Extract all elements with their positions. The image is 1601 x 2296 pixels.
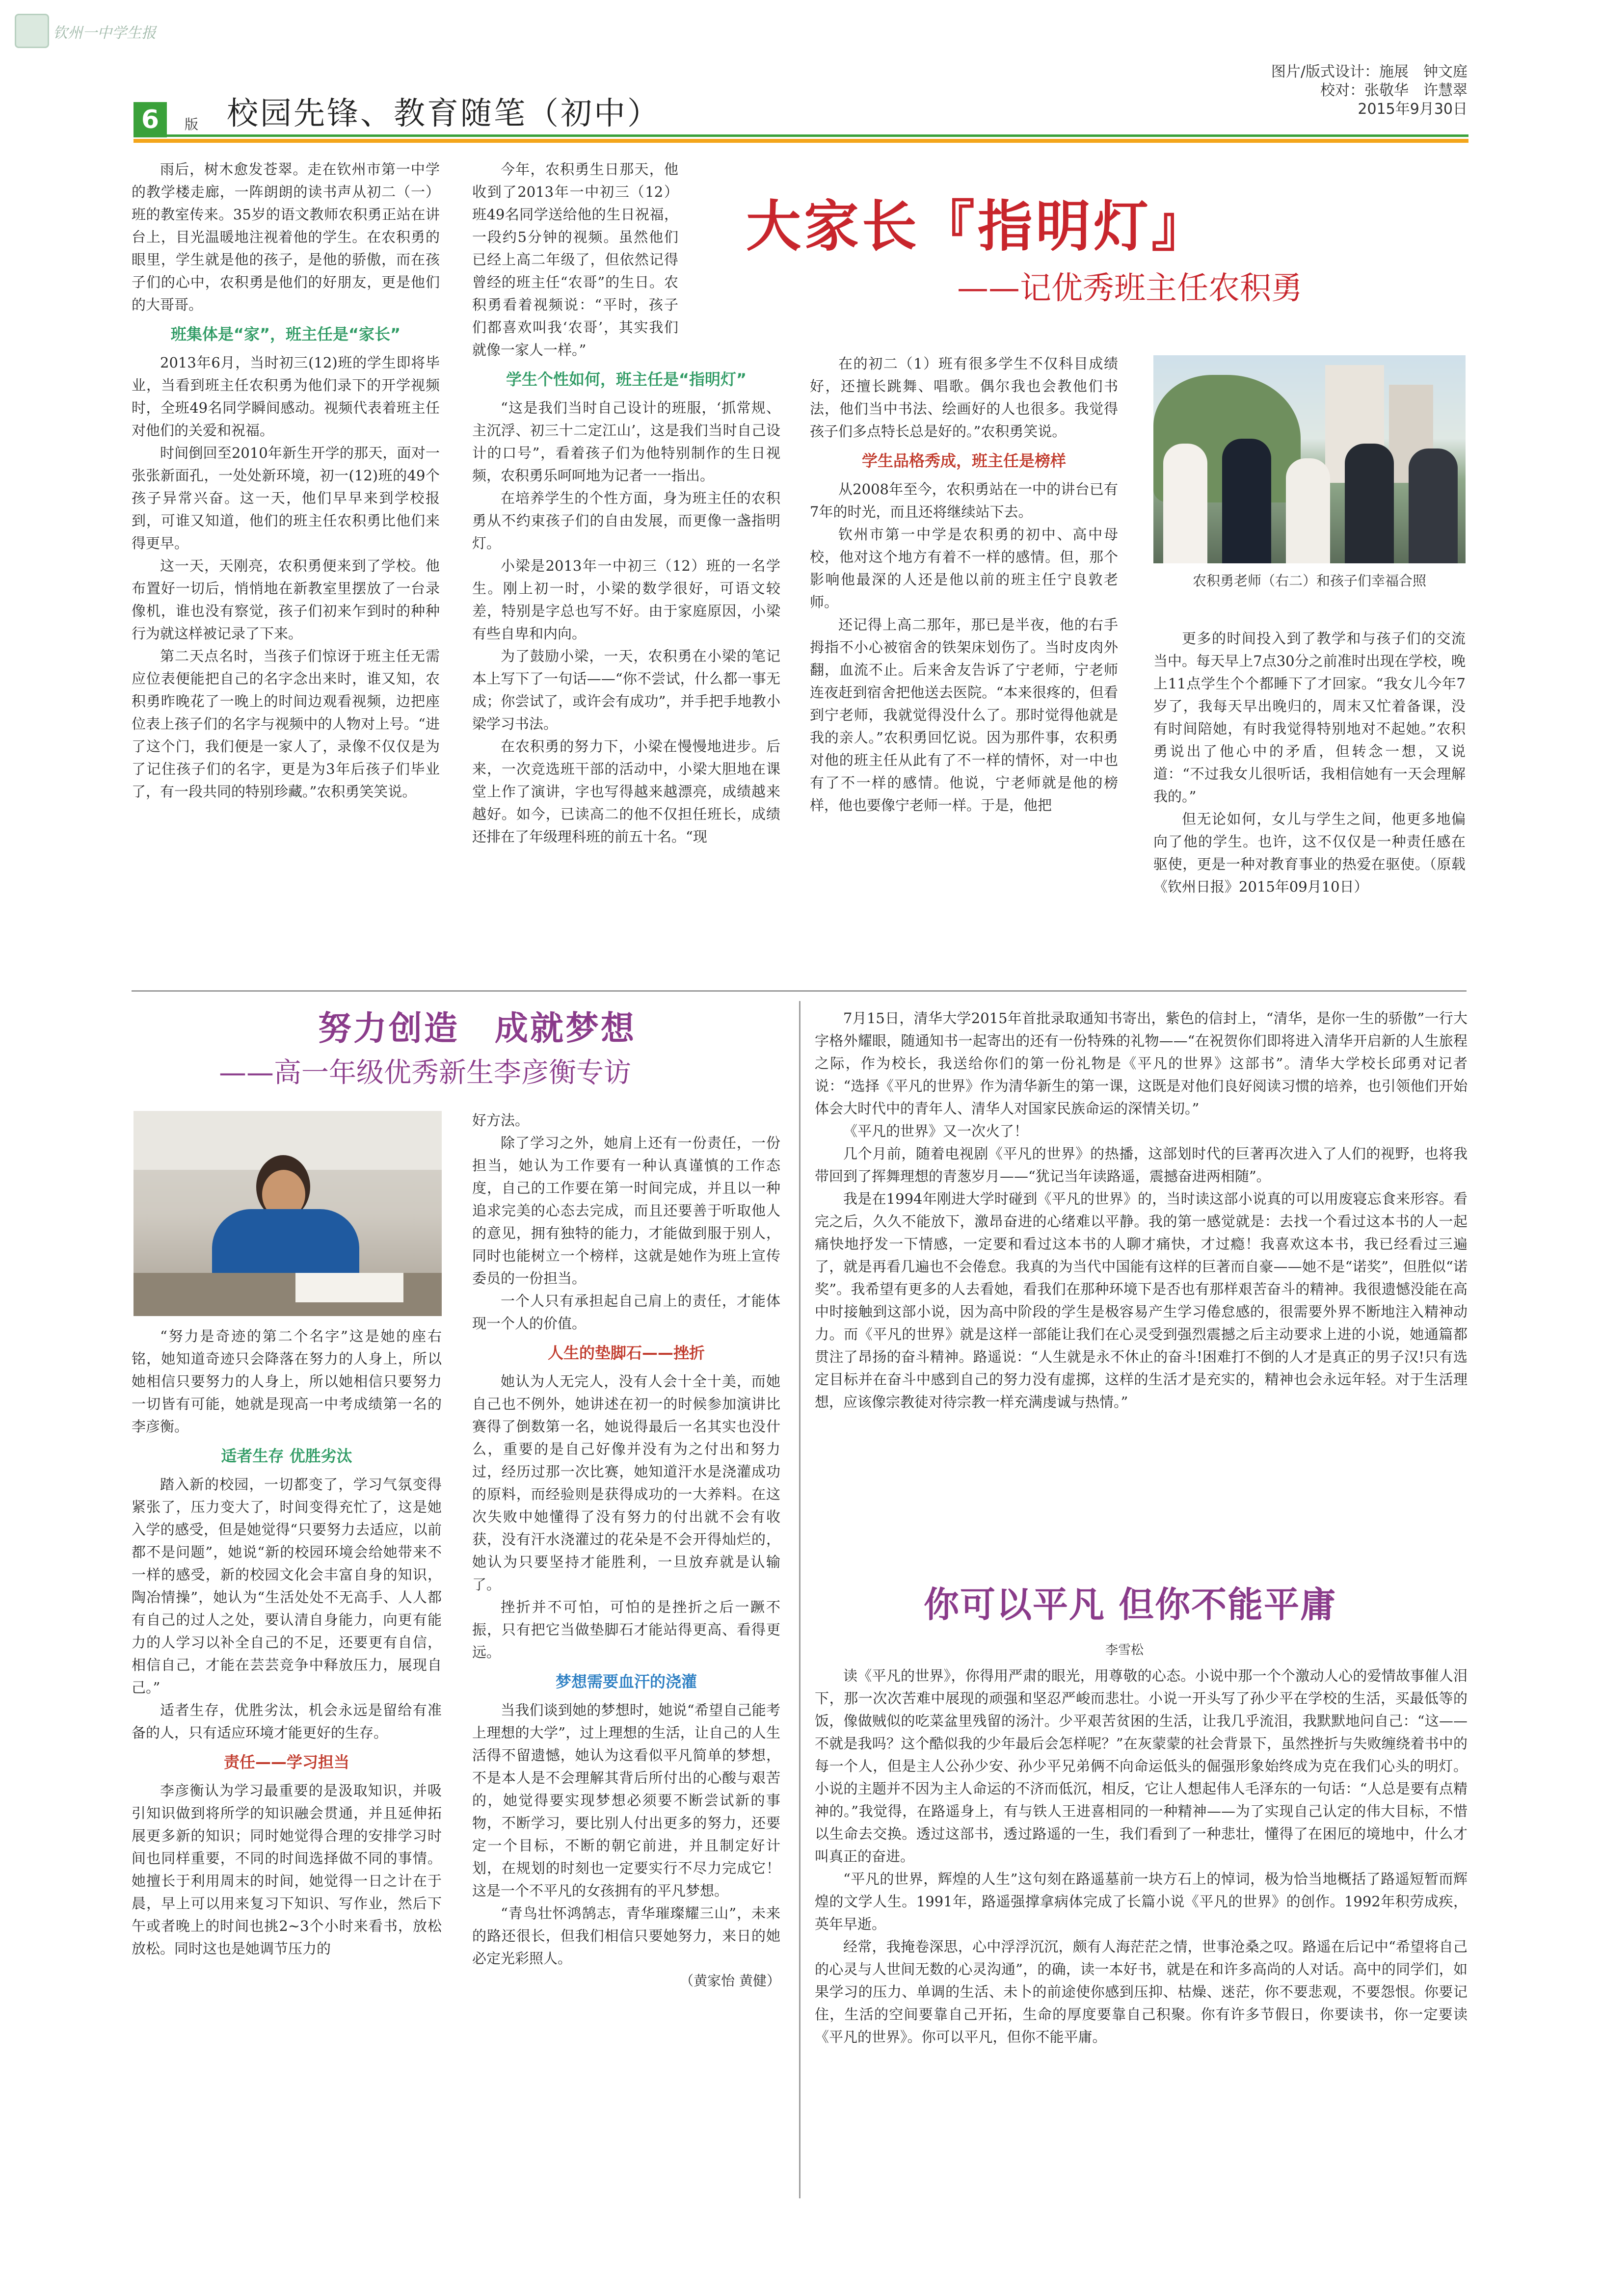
paragraph: 几个月前，随着电视剧《平凡的世界》的热播，这部划时代的巨著再次进入了人们的视野，也将我带回到了挥舞理想的青葱岁月——“犹记当年读路遥，震撼奋进两相随”。: [815, 1145, 1468, 1185]
paragraph: 李彦衡认为学习最重要的是汲取知识，并吸引知识做到将所学的知识融会贯通，并且延伸拓展更多新的知识；同时她觉得合理的安排学习时间也同样重要，不同的时间选择做不同的事情。她擅长于利用周末的时间，她觉得一日之计在于晨，早上可以用来复习下知识、写作业，然后下午或者晚上的时间也挑2~3个小时来看书，放松放松。同时这也是她调节压力的: [132, 1782, 442, 1957]
horizontal-divider: [132, 990, 1467, 992]
page-label: 版: [185, 116, 199, 132]
paragraph: 时间倒回至2010年新生开学的那天，面对一张张新面孔，一处处新环境，初一(12)班的49个孩子异常兴奋。这一天，他们早早来到学校报到，可谁又知道，他们的班主任农积勇比他们来得更早。: [132, 445, 440, 552]
article2-column-2: [472, 1109, 780, 1992]
credits-design: 图片/版式设计：施展 钟文庭: [1271, 63, 1468, 80]
article2-column-1: [132, 1325, 442, 1960]
paragraph: 雨后，树木愈发苍翠。走在钦州市第一中学的教学楼走廊，一阵朗朗的读书声从初二（一）班的教室传来。35岁的语文教师农积勇正站在讲台上，目光温暖地注视着他的学生。在农积勇的眼里，学生就是他的孩子，是他的骄傲，而在孩子们的心中，农积勇是他们的好朋友，更是他们的大哥哥。: [132, 161, 440, 313]
paragraph: 钦州市第一中学是农积勇的初中、高中母校，他对这个地方有着不一样的感情。但，那个影响他最深的人还是他以前的班主任宁良敦老师。: [810, 526, 1118, 610]
paragraph: 在的初二（1）班有很多学生不仅科目成绩好，还擅长跳舞、唱歌。偶尔我也会教他们书法，他们当中书法、绘画好的人也很多。我觉得孩子们多点特长总是好的。”农积勇笑说。: [810, 355, 1118, 440]
section-title: 校园先锋、教育随笔（初中）: [227, 96, 661, 132]
page-number-badge: [133, 102, 167, 137]
article2-subtitle: ——高一年级优秀新生李彦衡专访: [219, 1057, 631, 1089]
paragraph: 读《平凡的世界》，你得用严肃的眼光，用尊敬的心态。小说中那一个个激动人心的爱情故事催人泪下，那一次次苦难中展现的顽强和坚忍严峻而悲壮。小说一开头写了孙少平在学校的生活，买最低等的饭，像做贼似的吃菜盆里残留的汤汁。少平艰苦贫困的生活，让我几乎流泪，我默默地问自己：“这——不就是我吗？这个酷似我的少年最后会怎样呢？”在灰蒙蒙的社会背景下，虽然挫折与失败缠绕着书中的每一个人，但是主人公孙少安、孙少平兄弟俩不向命运低头的倔强形象始终成为克在我们心头的明灯。小说的主题并不因为主人命运的不济而低沉，相反，它让人想起伟人毛泽东的一句话：“人总是要有点精神的。”我觉得，在路遥身上，有与铁人王进喜相同的一种精神——为了实现自己认定的伟大目标，不惜以生命去交换。透过这部书，透过路遥的一生，我们看到了一种悲壮，懂得了在困厄的境地中，什么才叫真正的奋进。: [815, 1667, 1468, 1865]
article1-subtitle: ——记优秀班主任农积勇: [957, 270, 1303, 307]
paragraph: 这一天，天刚亮，农积勇便来到了学校。他布置好一切后，悄悄地在新教室里摆放了一台录像机，谁也没有察觉，孩子们初来乍到时的种种行为就这样被记录了下来。: [132, 557, 440, 642]
paragraph: “这是我们当时自己设计的班服，‘抓常规、主沉浮、初三十二定江山’，这是我们当时自己设计的口号”，看着孩子们为他特别制作的生日视频，农积勇乐呵呵地为记者一一指出。: [472, 399, 780, 484]
paragraph: 一个人只有承担起自己肩上的责任，才能体现一个人的价值。: [472, 1293, 780, 1332]
credits-proof: 校对：张敬华 许慧翠: [1320, 82, 1468, 99]
subheading: 梦想需要血汗的浇灌: [555, 1672, 697, 1691]
subheading: 学生品格秀成，班主任是榜样: [861, 451, 1066, 470]
paragraph: 经常，我掩卷深思，心中浮浮沉沉，颇有人海茫茫之情，世事沧桑之叹。路遥在后记中“希望将自己的心灵与人世间无数的心灵沟通”，的确，读一本好书，就是在和许多高尚的人对话。高中的同学们，如果学习的压力、单调的生活、未卜的前途使你感到压抑、枯燥、迷茫，你不要悲观，不要怨恨。你要记住，生活的空间要靠自己开拓，生命的厚度要靠自己积聚。你有许多节假日，你要读书，你一定要读《平凡的世界》。你可以平凡，但你不能平庸。: [815, 1938, 1468, 2045]
article1-photo: [1153, 355, 1466, 563]
logo: [15, 14, 191, 48]
credits: [1173, 63, 1468, 119]
paragraph: 适者生存，优胜劣汰，机会永远是留给有准备的人，只有适应环境才能更好的生存。: [132, 1702, 442, 1741]
article3-body: [815, 1007, 1468, 1413]
logo-mark-icon: [15, 14, 49, 48]
article2-byline: （黄家怡 黄健）: [680, 1973, 780, 1989]
paragraph: 挫折并不可怕，可怕的是挫折之后一蹶不振，只有把它当做垫脚石才能站得更高、看得更远。: [472, 1599, 780, 1661]
logo-text: 钦州一中学生报: [53, 25, 156, 42]
person-shape: [1222, 439, 1271, 563]
paragraph: 她认为人无完人，没有人会十全十美，而她自己也不例外，她讲述在初一的时候参加演讲比赛得了倒数第一名，她说得最后一名其实也没什么，重要的是自己好像并没有为之付出和努力过，经历过那一次比赛，她知道汗水是浇灌成功的原料，而经验则是获得成功的一大养料。在这次失败中她懂得了没有努力的付出就不会有收获，没有汗水浇灌过的花朵是不会开得灿烂的，她认为只要坚持才能胜利，一旦放弃就是认输了。: [472, 1373, 780, 1593]
article4-title: 你可以平凡 但你不能平庸: [924, 1584, 1337, 1625]
article4-author: 李雪松: [1105, 1643, 1144, 1658]
article4-body: [815, 1664, 1468, 2048]
paragraph: 为了鼓励小梁，一天，农积勇在小梁的笔记本上写下了一句话——“你不尝试，什么都一事无成；你尝试了，或许会有成功”，并手把手地教小梁学习书法。: [472, 648, 780, 732]
article1-column-2: [472, 158, 780, 848]
subheading: 班集体是“家”，班主任是“家长”: [170, 325, 401, 343]
paragraph: 我是在1994年刚进大学时碰到《平凡的世界》的，当时读这部小说真的可以用废寝忘食来形容。看完之后，久久不能放下，激昂奋进的心绪难以平静。我的第一感觉就是：去找一个看过这本书的人一起痛快地抒发一下情感，一定要和看过这本书的人聊才痛快，才过瘾！我喜欢这本书，我已经看过三遍了，就是再看几遍也不会倦怠。我真的为当代中国能有这样的巨著而自豪——她不是“诺奖”，但胜似“诺奖”。我希望有更多的人去看她，看我们在那种环境下是否也有那样艰苦奋斗的精神。我很遗憾没能在高中时接触到这部小说，因为高中阶段的学生是极容易产生学习倦怠感的，很需要外界不断地注入精神动力。而《平凡的世界》就是这样一部能让我们在心灵受到强烈震撼之后主动要求上进的小说，她通篇都贯注了昂扬的奋斗精神。路遥说：“人生就是永不休止的奋斗!困难打不倒的人才是真正的男子汉!只有选定目标并在奋斗中感到自己的努力没有虚掷，这样的生活才是充实的，精神也会永远年轻。对于生活理想，应该像宗教徒对待宗教一样充满虔诚与热情。”: [815, 1190, 1468, 1410]
paragraph: “努力是奇迹的第二个名字”这是她的座右铭，她知道奇迹只会降落在努力的人身上，所以她相信只要努力的人身上，所以她相信只要努力一切皆有可能，她就是现高一中考成绩第一名的李彦衡。: [132, 1328, 442, 1435]
subheading: 责任——学习担当: [223, 1753, 349, 1771]
book-shape: [295, 1273, 403, 1302]
header-rule-green: [133, 134, 1468, 137]
vertical-divider: [799, 1001, 800, 2198]
subheading: 人生的垫脚石——挫折: [547, 1344, 705, 1362]
person-shape: [1286, 458, 1330, 563]
page-number: 6: [141, 105, 160, 134]
article1-photo-caption: 农积勇老师（右二）和孩子们幸福合照: [1192, 573, 1426, 589]
article1-column-4: [1153, 627, 1466, 898]
person-shape: [1345, 444, 1394, 563]
paragraph: 在农积勇的努力下，小梁在慢慢地进步。后来，一次竞选班干部的活动中，小梁大胆地在课堂上作了演讲，字也写得越来越漂亮，成绩越来越好。如今，已读高二的他不仅担任班长，成绩还排在了年级理科班的前五十名。“现: [472, 738, 780, 845]
paragraph: “青鸟壮怀鸿鹄志，青华璀璨耀三山”，未来的路还很长，但我们相信只要她努力，来日的她必定光彩照人。: [472, 1905, 780, 1967]
paragraph: 但无论如何，女儿与学生之间，他更多地偏向了他的学生。也许，这不仅仅是一种责任感在驱使，更是一种对教育事业的热爱在驱使。（原载《钦州日报》2015年09月10日）: [1153, 811, 1466, 895]
person-shape: [1409, 449, 1458, 563]
paragraph: 除了学习之外，她肩上还有一份责任，一份担当，她认为工作要有一种认真谨慎的工作态度，自己的工作要在第一时间完成，并且以一种追求完美的心态去完成，而且还要善于听取他人的意见，拥有独特的能力，才能做到服于别人，同时也能树立一个榜样，这就是她作为班上宣传委员的一份担当。: [472, 1135, 780, 1287]
paragraph: “平凡的世界，辉煌的人生”这句刻在路遥墓前一块方石上的悼词，极为恰当地概括了路遥短暂而辉煌的文学人生。1991年，路遥强撑拿病体完成了长篇小说《平凡的世界》的创作。1992年积劳成疾，英年早逝。: [815, 1871, 1468, 1932]
subheading: 学生个性如何，班主任是“指明灯”: [506, 370, 747, 389]
paragraph: 2013年6月，当时初三(12)班的学生即将毕业，当看到班主任农积勇为他们录下的开学视频时，全班49名同学瞬间感动。视频代表着班主任对他们的关爱和祝福。: [132, 354, 440, 439]
article1-column-1: [132, 158, 440, 803]
paragraph: 在培养学生的个性方面，身为班主任的农积勇从不约束孩子们的自由发展，而更像一盏指明灯。: [472, 490, 780, 552]
paragraph: 当我们谈到她的梦想时，她说“希望自己能考上理想的大学”，过上理想的生活，让自己的人生活得不留遗憾，她认为这看似平凡简单的梦想，不是本人是不会理解其背后所付出的心酸与艰苦的，她觉得要实现梦想必须要不断尝试新的事物，不断学习，要比别人付出更多的努力，还要定一个目标，不断的朝它前进，并且制定好计划，在规划的时刻也一定要实行不尽力完成它！这是一个不平凡的女孩拥有的平凡梦想。: [472, 1702, 780, 1899]
paragraph: 还记得上高二那年，那已是半夜，他的右手拇指不小心被宿舍的铁架床划伤了。当时皮肉外翻，血流不止。后来舍友告诉了宁老师，宁老师连夜赶到宿舍把他送去医院。“本来很疼的，但看到宁老师，我就觉得没什么了。那时觉得他就是我的亲人。”农积勇回忆说。因为那件事，农积勇对他的班主任从此有了不一样的情怀，对一中也有了不一样的感情。他说，宁老师就是他的榜样，他也要像宁老师一样。于是，他把: [810, 616, 1118, 814]
paragraph: 更多的时间投入到了教学和与孩子们的交流当中。每天早上7点30分之前准时出现在学校，晚上11点学生个个都睡下了才回家。“我女儿今年7岁了，我每天早出晚归的，周末又忙着备课，没有时间陪她，有时我觉得特别地对不起她。”农积勇说出了他心中的矛盾，但转念一想，又说道：“不过我女儿很听话，我相信她有一天会理解我的。”: [1153, 630, 1466, 805]
paragraph: 今年，农积勇生日那天，他收到了2013年一中初三（12）班49名同学送给他的生日祝福，一段约5分钟的视频。虽然他们已经上高二年级了，但依然记得曾经的班主任“农哥”的生日。农积勇看着视频说：“平时，孩子们都喜欢叫我‘农哥’，其实我们就像一家人一样。”: [472, 161, 678, 358]
issue-date: 2015年9月30日: [1358, 101, 1468, 118]
paragraph: 小梁是2013年一中初三（12）班的一名学生。刚上初一时，小梁的数学很好，可语文较差，特别是字总也写不好。由于家庭原因，小梁有些自卑和内向。: [472, 557, 780, 642]
header-rule-orange: [133, 139, 1468, 143]
subheading: 适者生存 优胜劣汰: [221, 1447, 352, 1465]
paragraph: 《平凡的世界》又一次火了！: [843, 1123, 1029, 1139]
paragraph: 好方法。: [472, 1112, 530, 1129]
paragraph: 从2008年至今，农积勇站在一中的讲台已有7年的时光，而且还将继续站下去。: [810, 481, 1118, 520]
person-shape: [1163, 444, 1207, 563]
paragraph: 7月15日，清华大学2015年首批录取通知书寄出，紫色的信封上，“清华，是你一生的骄傲”一行大字格外耀眼，随通知书一起寄出的还有一份特殊的礼物——“在祝贺你们即将进入清华开启新的人生旅程之际，作为校长，我送给你们的第一份礼物是《平凡的世界》这部书”。清华大学校长邱勇对记者说：“选择《平凡的世界》作为清华新生的第一课，这既是对他们良好阅读习惯的培养，也引领他们开始体会大时代中的青年人、清华人对国家民族命运的深情关切。”: [815, 1010, 1468, 1117]
article2-title: 努力创造 成就梦想: [318, 1009, 637, 1048]
paragraph: 第二天点名时，当孩子们惊讶于班主任无需应位表便能把自己的名字念出来时，谁又知，农积勇昨晚花了一晚上的时间边观看视频，边把座位表上孩子们的名字与视频中的人物对上号。“进了这个门，我们便是一家人了，录像不仅仅是为了记住孩子们的名字，更是为3年后孩子们毕业了，有一段共同的特别珍藏。”农积勇笑笑说。: [132, 648, 440, 800]
article1-title: 大家长『指明灯』: [746, 195, 1209, 259]
article2-photo: [133, 1111, 442, 1316]
paragraph: 踏入新的校园，一切都变了，学习气氛变得紧张了，压力变大了，时间变得充忙了，这是她入学的感受，但是她觉得“只要努力去适应，以前都不是问题”，她说“新的校园环境会给她带来不一样的感受，新的校园文化会丰富自身的知识，陶冶情操”，她认为“生活处处不无高手、人人都有自己的过人之处，要认清自身能力，向更有能力的人学习以补全自己的不足，还要更有自信，相信自己，才能在芸芸竞争中释放压力，展现自己。”: [132, 1476, 442, 1696]
article1-column-3: [810, 352, 1118, 817]
